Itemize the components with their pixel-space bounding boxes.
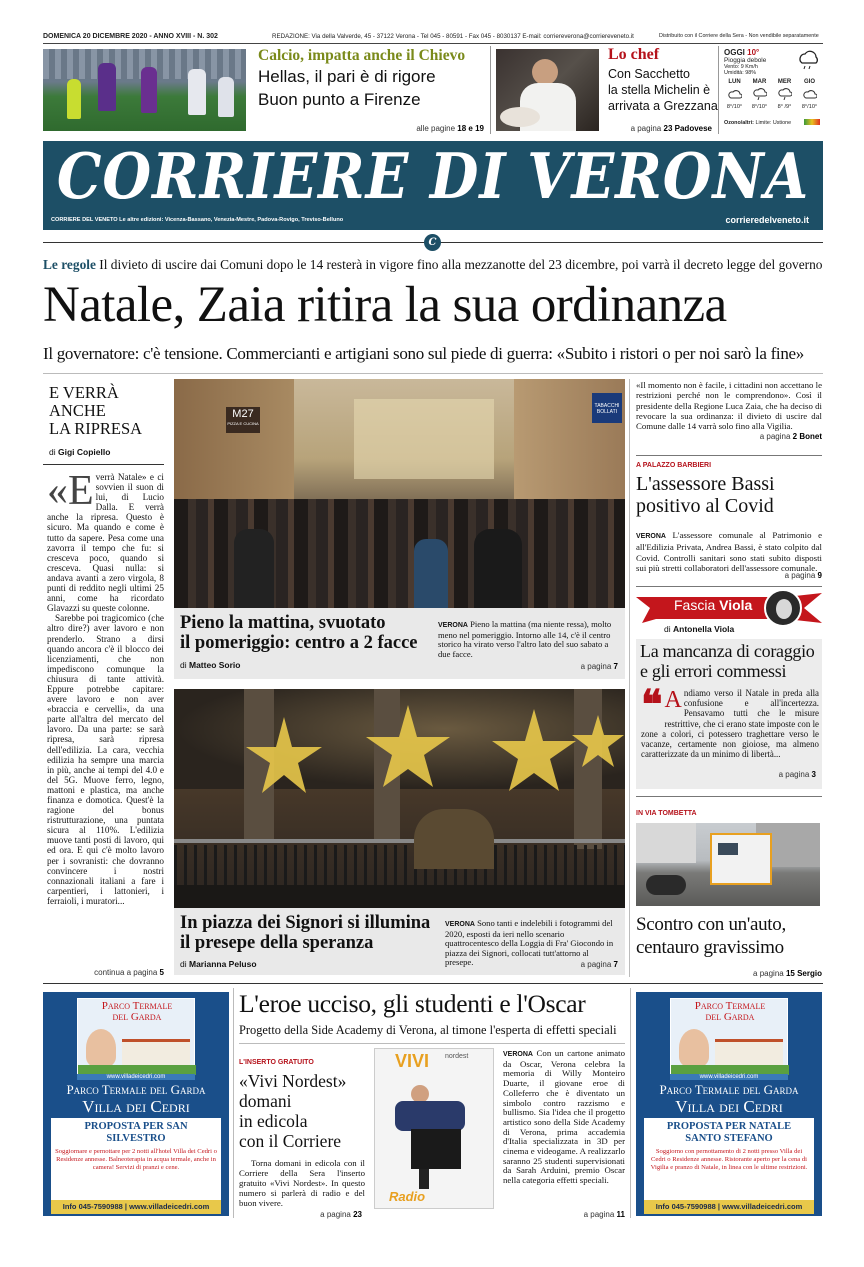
ref-prefix: alle pagine [416, 124, 456, 133]
pollution-label: Ozono/altri: [724, 120, 754, 126]
ad-details: Soggiornare e pernottare per 2 notti all'hotel Villa dei Cedri o Residenze annesse. Balneoterapia in acqua termale, anche in camera! Servizi di pranzi e cene. [55, 1148, 217, 1171]
fascia-name: Viola [719, 597, 753, 613]
ad-offer-box [644, 1118, 814, 1208]
author-avatar [764, 589, 802, 627]
chef-line-3: arrivata a Grezzana [608, 99, 718, 113]
main-headline[interactable]: Natale, Zaia ritira la sua ordinanza [43, 277, 727, 333]
uv-scale [804, 119, 820, 125]
park-line-1: Parco Termale [694, 1000, 766, 1012]
editorial-para-1: verrà Natale» e ci sovvien il suon di lui, di Lucio Dalla. E verrà anche la ripresa. Questo è sicuro. Ma quando e come è tutto da sapere. Pesa come una zavorra il tempo che fu: si cresceva poco, quando si cresceva. Quasi nulla: si andava avanti a zero virgola, 8 punti di reddito negli ultimi 25 anni, come ha ricordato Glavazzi su queste colonne. [47, 472, 164, 614]
ad-phone: Info 045-7590988 [62, 1202, 123, 1211]
chef-page-ref[interactable] [600, 124, 712, 133]
ad-name-2: Villa dei Cedri [675, 1097, 783, 1116]
ad-phone: Info 045-7590988 [655, 1202, 716, 1211]
bassi-body: L'assessore comunale al Patrimonio e all'Edilizia Privata, Andrea Bassi, è stato colpito dal Covid. Controlli sanitari sono stati subito disposti sui più stretti collaboratori dell'assessore comunale. [636, 530, 822, 573]
calcio-title-1: Hellas, il pari è di rigore [258, 67, 436, 86]
editorial-column [43, 378, 164, 978]
ad-villa-cedri-left[interactable] [43, 992, 229, 1216]
redazione-contacts: REDAZIONE: Via della Valverde, 45 - 37122 Verona - Tel 045 - 80591 - Fax 045 - 8030137 E-mail: corriereverona@corriereveneto.it [272, 33, 634, 40]
photo1-caption-title[interactable] [180, 613, 418, 653]
day-temps: 8° /9° [777, 104, 792, 110]
fascia-label [674, 597, 752, 613]
oscar-text [503, 1049, 625, 1186]
fascia-title-1: La mancanza di coraggio [640, 641, 815, 661]
fascia-title-2: e gli errori commessi [640, 661, 787, 681]
ad-offer [644, 1118, 814, 1145]
photo2-page-ref[interactable] [540, 960, 618, 969]
ref-prefix: a pagina [753, 969, 784, 978]
offer-line-1: PROPOSTA PER SAN [84, 1121, 188, 1132]
ref-page: 23 [663, 124, 673, 133]
chef-photo [496, 49, 599, 131]
calcio-page-ref[interactable] [380, 124, 484, 133]
ref-author: Sergio [797, 969, 822, 978]
dateline: VERONA [445, 921, 475, 928]
fascia-body [641, 682, 819, 760]
editorial-byline [49, 447, 110, 457]
ad-villa-cedri-right[interactable] [636, 992, 822, 1216]
bassi-page-ref[interactable] [700, 571, 822, 580]
ref-prefix: a pagina [320, 1210, 351, 1219]
day-temps: 8°/10° [801, 104, 818, 110]
ref-author: Bonet [799, 432, 822, 441]
editorial-title-3: LA RIPRESA [49, 419, 143, 438]
dateline: VERONA [636, 533, 666, 540]
photo1-body: Pieno la mattina (ma niente ressa), molto meno nel pomeriggio. Intorno alle 14, c'è il centro storico ha virato verso l'altro lato del suo sabato a due facce. [438, 619, 612, 659]
sign-text: M27 [232, 408, 254, 420]
rain-icon [753, 88, 767, 100]
byline-author: Matteo Sorio [189, 660, 241, 670]
ad-park-image [670, 998, 788, 1074]
bassi-title-2: positivo al Covid [636, 495, 774, 517]
editorial-title[interactable] [49, 384, 142, 438]
vivi-title-1: «Vivi Nordest» [239, 1071, 347, 1091]
oscar-deck: Progetto della Side Academy di Verona, al timone l'esperta di effetti speciali [239, 1023, 617, 1037]
fascia-viola-banner [636, 593, 822, 623]
ad-contact: Info 045-7590988 | www.villadeicedri.com [51, 1200, 221, 1214]
ad-contact: Info 045-7590988 | www.villadeicedri.com [644, 1200, 814, 1214]
offer-line-2: SANTO STEFANO [685, 1133, 773, 1144]
ref-prefix: a pagina [630, 124, 662, 133]
ad-site-2: www.villadeicedri.com [722, 1202, 803, 1211]
pollution-row [724, 120, 791, 126]
offer-line-1: PROPOSTA PER NATALE [666, 1121, 792, 1132]
bassi-text [636, 530, 822, 573]
tombetta-title-2: centauro gravissimo [636, 937, 784, 958]
ref-page: 7 [613, 960, 618, 969]
ref-page: 3 [811, 770, 816, 779]
ref-page: 2 [792, 432, 798, 441]
ad-site: www.villadeicedri.com [77, 1074, 195, 1080]
main-subhead [43, 257, 823, 273]
weather-box [722, 46, 824, 132]
oscar-body: Con un cartone animato da Oscar, Verona celebra la memoria di Willy Monteiro Duarte, il giovane eroe di Colleferro che è diventato un simbolo contro razzismo e bullismo. Sia l'idea che il progetto artistico sono della Side Academy di Verona, prima accademia d'Italia specializzata in 3D per cinema e videogame. A realizzarlo saranno 25 studenti supervisionati da Sarah Arduini, premio Oscar nella categoria effetti speciali. [503, 1048, 625, 1186]
editorial-quote-dropcap [47, 468, 94, 514]
vivi-title[interactable] [239, 1071, 346, 1151]
cloud-icon [728, 88, 742, 100]
day-name: MAR [752, 79, 767, 85]
vivi-logo: VIVI [395, 1051, 430, 1071]
masthead-title[interactable]: CORRIERE DI VERONA [56, 140, 810, 214]
vivi-title-2: domani [239, 1091, 292, 1111]
accident-photo [636, 823, 820, 906]
bassi-title[interactable] [636, 473, 775, 517]
editorial-title-1: E VERRÀ [49, 383, 119, 402]
ref-page: 11 [616, 1210, 625, 1219]
pollution-value: Limite: Ustione [755, 120, 792, 126]
day-temps: 8°/10° [726, 104, 743, 110]
oscar-page-ref[interactable] [503, 1210, 625, 1219]
ad-park-image [77, 998, 195, 1074]
corriere-badge-icon: C [424, 234, 441, 251]
sign-sub: PIZZA E CUCINA [227, 421, 259, 426]
fascia-drop-cap: A [664, 687, 682, 713]
caption-title-2: il presepe della speranza [180, 933, 374, 953]
photo1-byline [180, 660, 240, 670]
ad-details: Soggiorno con pernottamento di 2 notti presso Villa dei Cedri o Residenze annesse. Ristorante aperto per la cena di Vigilia e pranzo di Natale, in linea con le ultime restrizioni. [650, 1148, 808, 1171]
tombetta-page-ref[interactable] [700, 969, 822, 978]
byline-prefix: di [180, 660, 187, 670]
weather-today-label: OGGI [724, 48, 745, 57]
weather-today-temp: 10° [747, 48, 760, 57]
fascia-byline [664, 624, 734, 634]
restaurant-sign [226, 407, 260, 433]
chef-text [608, 66, 718, 114]
offer-line-2: SILVESTRO [106, 1133, 166, 1144]
drop-cap: E [68, 468, 94, 514]
zaia-snippet: «Il momento non è facile, i cittadini non accettano le restrizioni perché non le comprendono». Così il presidente della Regione Luca Zaia, che ha deciso di revocare la sua ordinanza: il divieto di uscire dal Comune dalle 14 varrà solo fino alla Vigilia. [636, 380, 822, 432]
calcio-kicker: Calcio, impatta anche il Chievo [258, 47, 466, 64]
tombetta-title-1: Scontro con un'auto, [636, 914, 786, 935]
bassi-title-1: L'assessore Bassi [636, 473, 775, 495]
vivi-bottom-label: Radio [389, 1189, 426, 1204]
zaia-page-ref[interactable] [700, 432, 822, 441]
fascia-text: ndiamo verso il Natale in preda alla confusione e all'incertezza. Pensavamo tutti che le misure restrittive, che ci erano state imposte con le zone a colori, ci potessero traghettare verso le vacanze, certamente non gioiose, ma almeno caratterizzate da un minimo di libertà... [641, 688, 819, 760]
ad-offer [51, 1118, 221, 1145]
ref-prefix: continua a pagina [94, 968, 158, 977]
ad-name [638, 1082, 820, 1116]
tombetta-title[interactable] [636, 913, 786, 959]
caption-title-1: Pieno la mattina, svuotato [180, 613, 386, 633]
ref-page: 23 [353, 1210, 362, 1219]
ad-name-1: Parco Termale del Garda [66, 1082, 206, 1097]
rain-cloud-icon [796, 50, 820, 70]
byline-prefix: di [49, 447, 56, 457]
ref-prefix: a pagina [580, 662, 612, 671]
rain-icon [778, 88, 792, 100]
chef-line-1: Con Sacchetto [608, 67, 690, 81]
tabacchi-sign: TABACCHI BOLLATI [592, 393, 622, 423]
chef-kicker: Lo chef [608, 46, 660, 63]
byline-prefix: di [180, 959, 187, 969]
vivi-page-ref[interactable] [240, 1210, 362, 1219]
calcio-title-2: Buon punto a Firenze [258, 90, 421, 109]
fascia-prefix: Fascia [674, 597, 716, 613]
weather-desc: Pioggia debole [724, 57, 767, 64]
editorial-body [47, 468, 164, 943]
football-photo [43, 49, 246, 131]
photo1-page-ref[interactable] [540, 662, 618, 671]
main-subhead-text: Il divieto di uscire dai Comuni dopo le 14 resterà in vigore fino alla mezzanotte del 23 dicembre, poi varrà il decreto legge del governo [99, 257, 823, 272]
ref-page: 9 [817, 571, 822, 580]
fascia-quote-icon: ❝ [641, 682, 663, 727]
issue-date: DOMENICA 20 DICEMBRE 2020 - ANNO XVIII - N. 302 [43, 33, 218, 40]
photo2-byline [180, 959, 257, 969]
oscar-headline[interactable]: L'eroe ucciso, gli studenti e l'Oscar [239, 989, 586, 1018]
vivi-title-3: in edicola [239, 1111, 308, 1131]
dateline: VERONA [438, 622, 468, 629]
masthead [43, 141, 823, 230]
forecast-day [722, 79, 747, 115]
cloud-icon [803, 88, 817, 100]
ref-prefix: a pagina [778, 770, 810, 779]
editorial-title-2: ANCHE [49, 401, 106, 420]
weather-wind: Vento: 9 Km/h [724, 64, 758, 70]
vivi-logo-sub: nordest [445, 1053, 469, 1060]
ad-site: www.villadeicedri.com [670, 1074, 788, 1080]
ref-prefix: a pagina [784, 571, 816, 580]
ref-page: 7 [613, 662, 618, 671]
vivi-title-4: con il Corriere [239, 1131, 342, 1151]
bassi-kicker: A PALAZZO BARBIERI [636, 462, 712, 469]
main-label: Le regole [43, 257, 96, 272]
weather-forecast [722, 79, 824, 115]
editorial-para-2: Sarebbe poi tragicomico (che altro dire?) aver lavoro e non prenderlo. Strano a dirsi quando ancora c'è il blocco dei licenziamenti, che non impediscono comunque la chiusura di tante attività. Eppure potrebbe capitare: avere lavoro e non aver «braccia e cervelli», da una parte all'altra del mercato del lavoro. Da una parte: se sarà ripresa, sarà ripresa dell'edilizia. La cara, vecchia edilizia ha sempre una marcia in più, anche ai tempi del 4.0 e del 5G. Muove ferro, legno, mattoni e plastica, ma anche finanza e domotica. Quest'è la ragione del bonus ristrutturazione, una puntata sicura al 110%. L'edilizia muove tanti posti di lavoro, qui ed ora. E qui c'è molto lavoro per i sovranisti: che dovranno convincere i nostri connazionali italiani a fare i carpentieri, i lattonieri, i ferraioli, i muratori... [47, 613, 164, 906]
ad-park-logo [671, 1001, 789, 1023]
forecast-day [797, 79, 822, 115]
ref-prefix: a pagina [580, 960, 612, 969]
masthead-editions: CORRIERE DEL VENETO Le altre edizioni: Vicenza-Bassano, Venezia-Mestre, Padova-Rovigo, Treviso-Belluno [51, 217, 344, 223]
vivi-text: Torna domani in edicola con il Corriere della Sera l'inserto gratuito «Vivi Nordest». In questo numero si parlerà di radio e del buon vivere. [239, 1158, 365, 1208]
ref-page: 15 [785, 969, 795, 978]
park-line-2: del Garda [112, 1011, 162, 1023]
ref-author: Padovese [674, 124, 712, 133]
vivi-magazine-cover [374, 1048, 494, 1209]
day-name: LUN [728, 79, 741, 85]
ad-park-logo [78, 1001, 196, 1023]
ref-pages: 18 e 19 [457, 124, 484, 133]
byline-author: Antonella Viola [673, 624, 735, 634]
ad-name-2: Villa dei Cedri [82, 1097, 190, 1116]
chef-line-2: la stella Michelin è [608, 83, 711, 97]
tombetta-kicker: IN VIA TOMBETTA [636, 810, 697, 817]
byline-author: Gigi Copiello [58, 447, 111, 457]
presepe-photo [174, 689, 625, 908]
ad-name-1: Parco Termale del Garda [659, 1082, 799, 1097]
forecast-day [747, 79, 772, 115]
park-line-2: del Garda [705, 1011, 755, 1023]
caption-title-2: il pomeriggio: centro a 2 facce [180, 633, 418, 653]
day-name: GIO [803, 79, 815, 85]
ref-page: 5 [159, 968, 164, 977]
byline-prefix: di [664, 624, 671, 634]
byline-author: Marianna Peluso [189, 959, 257, 969]
day-name: MER [777, 79, 792, 85]
street-crowd-photo [174, 379, 625, 608]
dateline: VERONA [503, 1051, 533, 1058]
vivi-kicker: L'INSERTO GRATUITO [239, 1059, 314, 1066]
day-temps: 8°/10° [751, 104, 768, 110]
photo2-caption-title[interactable] [180, 913, 430, 953]
caption-title-1: In piazza dei Signori si illumina [180, 913, 431, 933]
photo1-text [438, 620, 618, 659]
masthead-website[interactable]: corrieredelveneto.it [725, 215, 809, 225]
distribution-note: Distribuito con il Corriere della Sera - Non vendibile separatamente [659, 33, 819, 39]
ad-name [45, 1082, 227, 1116]
photo2-body: Sono tanti e indelebili i fotogrammi del 2020, esposti da ieri nello scenario quattrocentesco della Loggia di Fra' Giocondo in piazza dei Signori, collocati tutt'attorno al presepe. [445, 918, 614, 968]
park-line-1: Parco Termale [101, 1000, 173, 1012]
ad-offer-box [51, 1118, 221, 1208]
editorial-continue-ref[interactable] [43, 968, 164, 977]
forecast-day [772, 79, 797, 115]
fascia-title[interactable] [640, 641, 815, 681]
fascia-page-ref[interactable] [700, 770, 816, 779]
weather-humidity: Umidità: 98% [724, 70, 757, 76]
ref-prefix: a pagina [759, 432, 791, 441]
main-deck: Il governatore: c'è tensione. Commercianti e artigiani sono sul piede di guerra: «Subito i ristori o per noi sarò la fine» [43, 344, 804, 363]
quote-mark: « [47, 468, 68, 514]
ad-site-2: www.villadeicedri.com [129, 1202, 210, 1211]
ref-prefix: a pagina [583, 1210, 615, 1219]
